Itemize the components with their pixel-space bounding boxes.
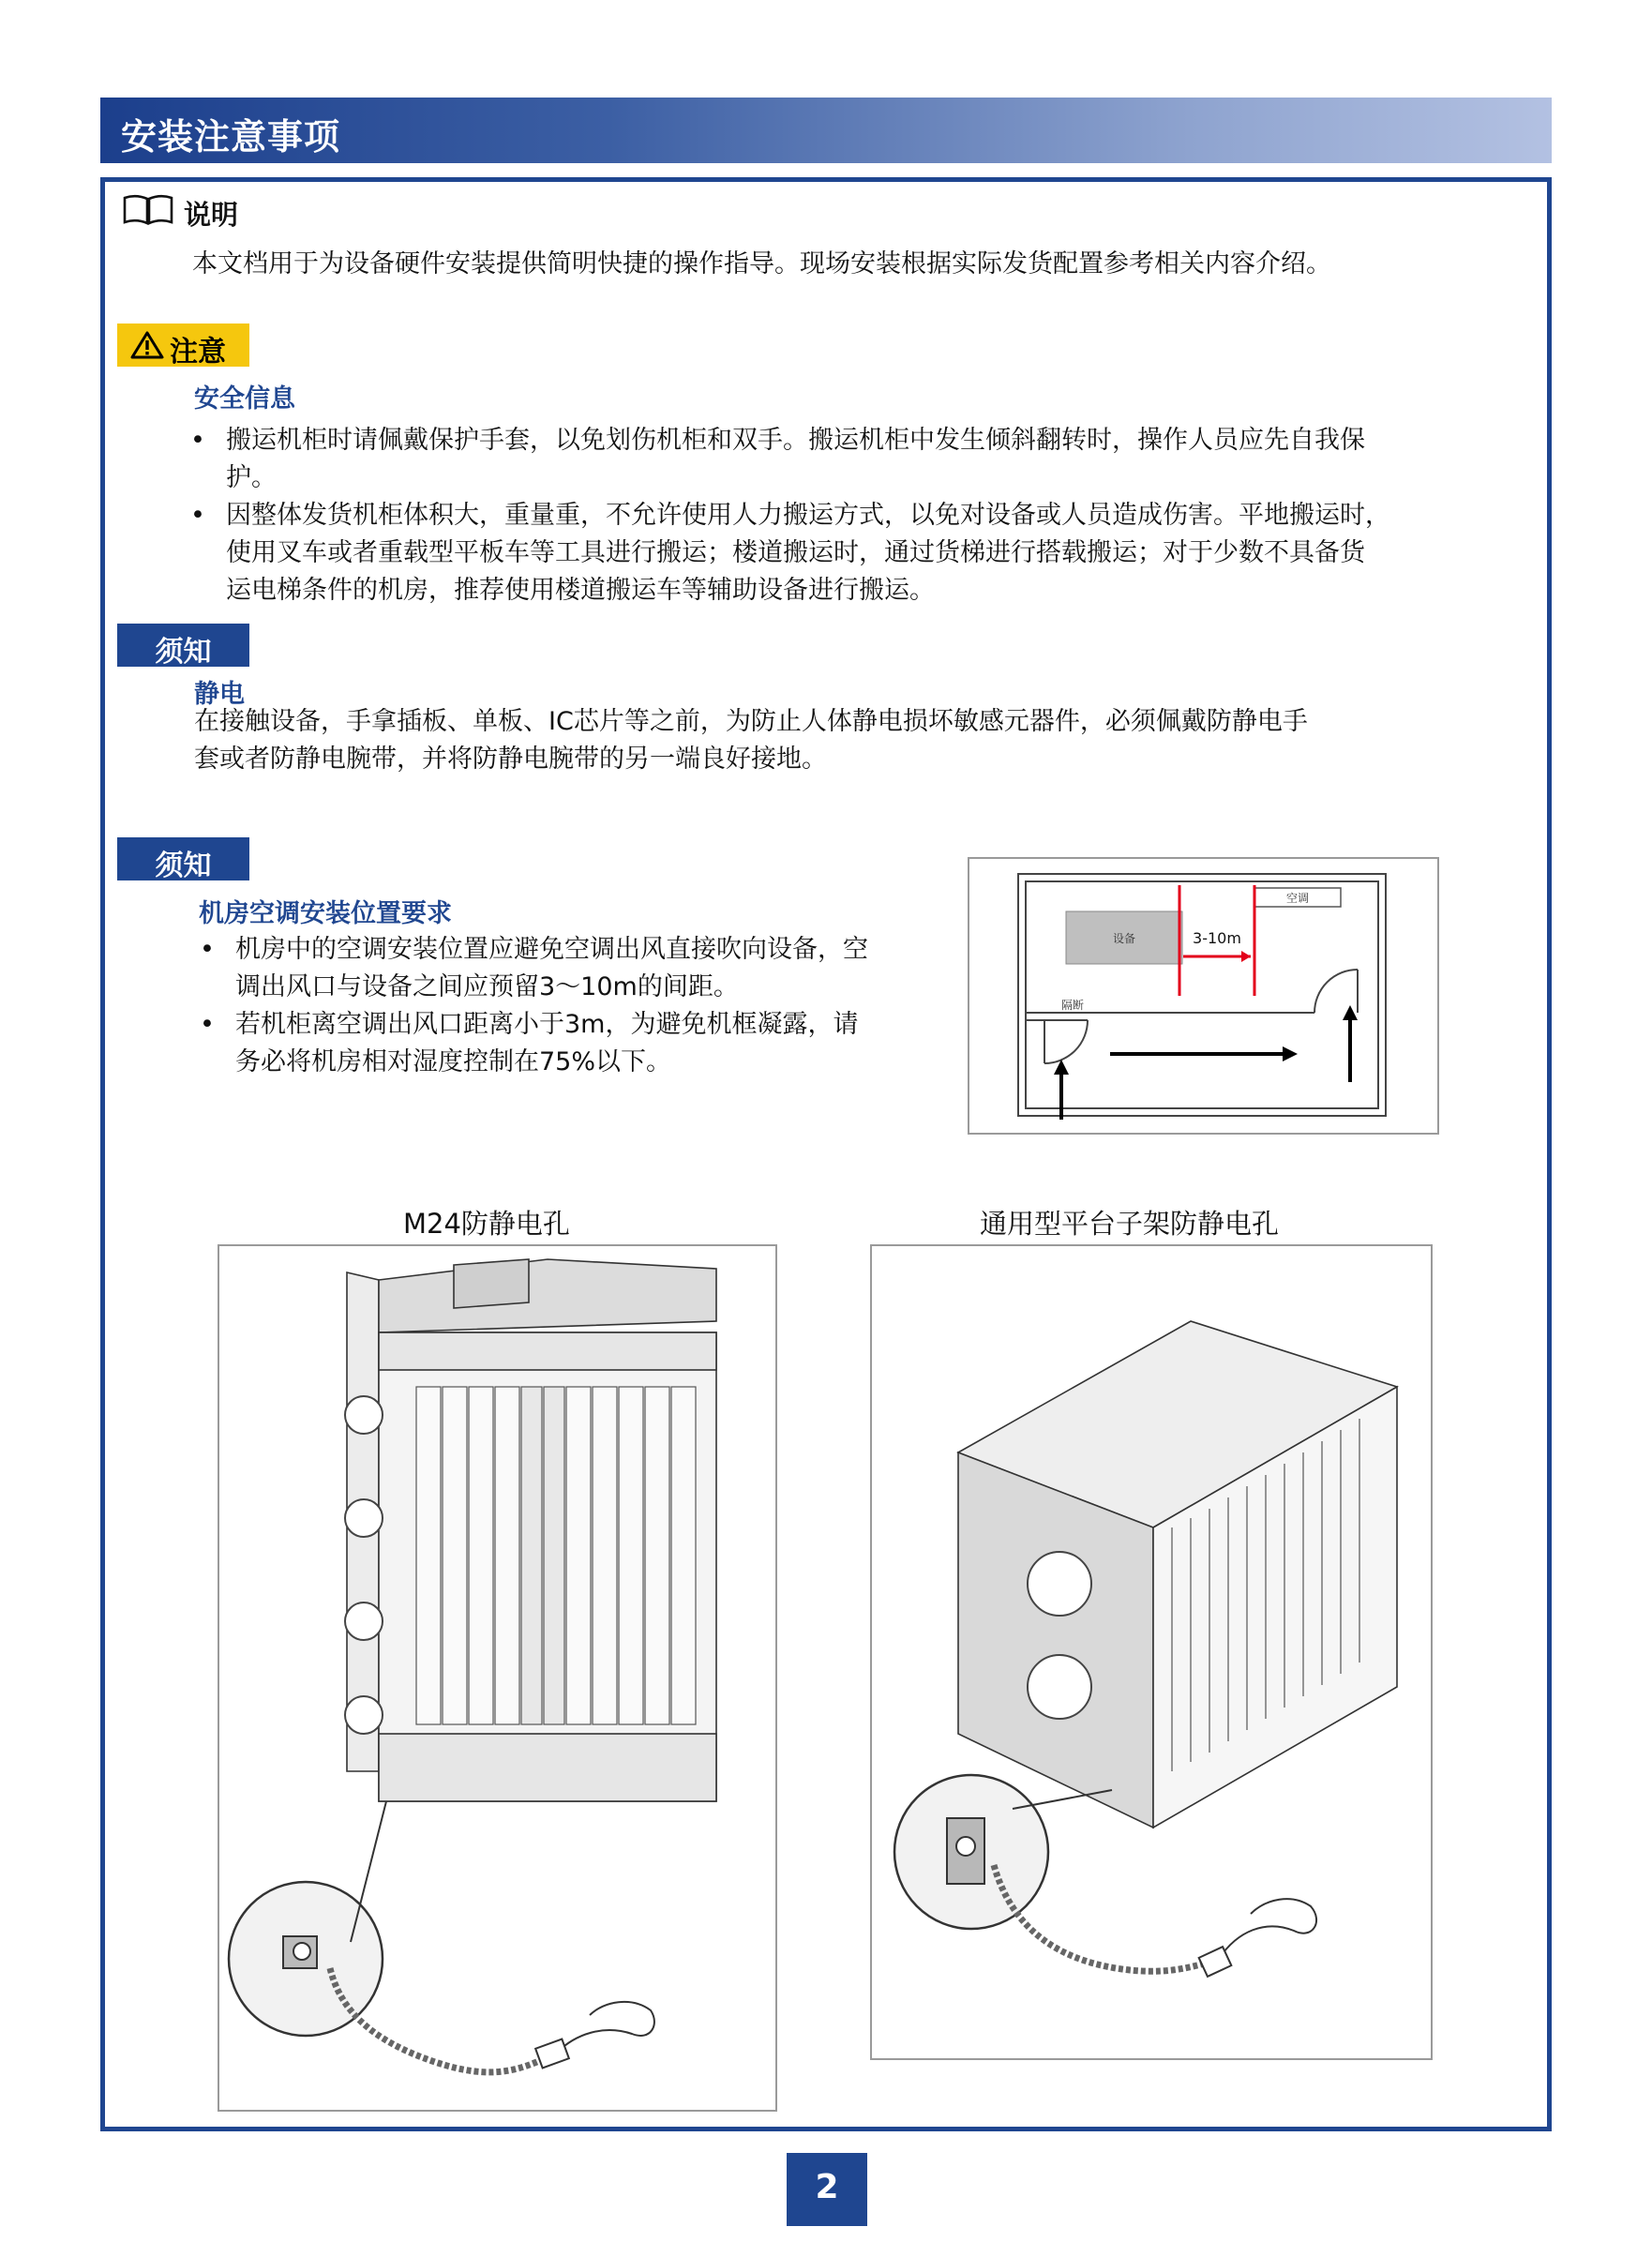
esd-subtitle: 静电 — [194, 680, 245, 709]
bullet-dot: • — [200, 1010, 215, 1039]
notice-label: 须知 — [155, 636, 212, 669]
ac-list — [200, 931, 940, 1081]
section-title: 安装注意事项 — [121, 116, 341, 158]
caution-subtitle: 安全信息 — [194, 384, 295, 414]
list-item — [190, 422, 1484, 497]
page-number: 2 — [815, 2168, 839, 2206]
esd-text-line: 套或者防静电腕带，并将防静电腕带的另一端良好接地。 — [194, 745, 827, 774]
warning-triangle-icon — [130, 331, 164, 363]
caution-label: 注意 — [170, 336, 226, 369]
list-item-line: 若机柜离空调出风口距离小于3m，为避免机框凝露，请 — [235, 1010, 859, 1039]
generic-subrack-illustration — [872, 1246, 1431, 2058]
esd-text — [194, 703, 1488, 778]
m24-esd-figure — [218, 1244, 777, 2112]
list-item-line: 使用叉车或者重载型平板车等工具进行搬运；楼道搬运时，通过货梯进行搭载搬运；对于少数不具备货 — [226, 538, 1365, 567]
list-item — [200, 931, 940, 1006]
partition-label: 隔断 — [1060, 999, 1085, 1012]
ac-label: 空调 — [1285, 892, 1310, 905]
list-item-line: 机房中的空调安装位置应避免空调出风直接吹向设备，空 — [235, 935, 868, 964]
door-arc — [1314, 970, 1358, 1013]
distance-label: 3-10m — [1193, 929, 1241, 947]
m24-figure-caption: M24防静电孔 — [403, 1208, 570, 1240]
device-label: 设备 — [1112, 932, 1136, 945]
generic-figure-caption: 通用型平台子架防静电孔 — [980, 1208, 1280, 1240]
caution-badge — [117, 324, 249, 367]
list-item-line: 务必将机房相对湿度控制在75%以下。 — [235, 1047, 672, 1076]
distance-arrowhead — [1241, 951, 1251, 962]
board-slots — [416, 1387, 696, 1724]
bullet-dot: • — [190, 501, 205, 530]
door-arc — [1044, 1020, 1088, 1063]
book-icon — [122, 194, 174, 230]
notice-badge — [117, 837, 249, 880]
notice-badge — [117, 624, 249, 667]
list-item-line: 因整体发货机柜体积大，重量重，不允许使用人力搬运方式，以免对设备或人员造成伤害。平地搬运时， — [226, 501, 1390, 530]
list-item-line: 运电梯条件的机房，推荐使用楼道搬运车等辅助设备进行搬运。 — [226, 576, 935, 605]
notice-label: 须知 — [155, 850, 212, 882]
room-layout-diagram — [968, 857, 1439, 1135]
bullet-dot: • — [190, 426, 205, 455]
hand-sketch — [557, 2002, 654, 2053]
note-label: 说明 — [184, 199, 239, 231]
caution-list — [190, 422, 1484, 609]
list-item-line: 护。 — [226, 463, 277, 492]
list-item — [200, 1006, 940, 1081]
page-number-badge — [787, 2153, 867, 2226]
section-header-bar — [100, 98, 1552, 163]
ac-subtitle: 机房空调安装位置要求 — [199, 899, 452, 928]
list-item — [190, 497, 1484, 609]
list-item-line: 搬运机柜时请佩戴保护手套，以免划伤机柜和双手。搬运机柜中发生倾斜翻转时，操作人员应先自我保 — [226, 426, 1365, 455]
generic-subrack-esd-figure — [870, 1244, 1433, 2060]
m24-illustration — [219, 1246, 775, 2110]
bullet-dot: • — [200, 935, 215, 964]
esd-text-line: 在接触设备，手拿插板、单板、IC芯片等之前，为防止人体静电损坏敏感元器件，必须佩戴防静电手 — [194, 707, 1308, 736]
note-text: 本文档用于为设备硬件安装提供简明快捷的操作指导。现场安装根据实际发货配置参考相关内容介绍。 — [192, 249, 1331, 278]
room-layout-svg — [969, 859, 1437, 1133]
hand-sketch — [1219, 1899, 1316, 1959]
list-item-line: 调出风口与设备之间应预留3～10m的间距。 — [235, 972, 739, 1001]
